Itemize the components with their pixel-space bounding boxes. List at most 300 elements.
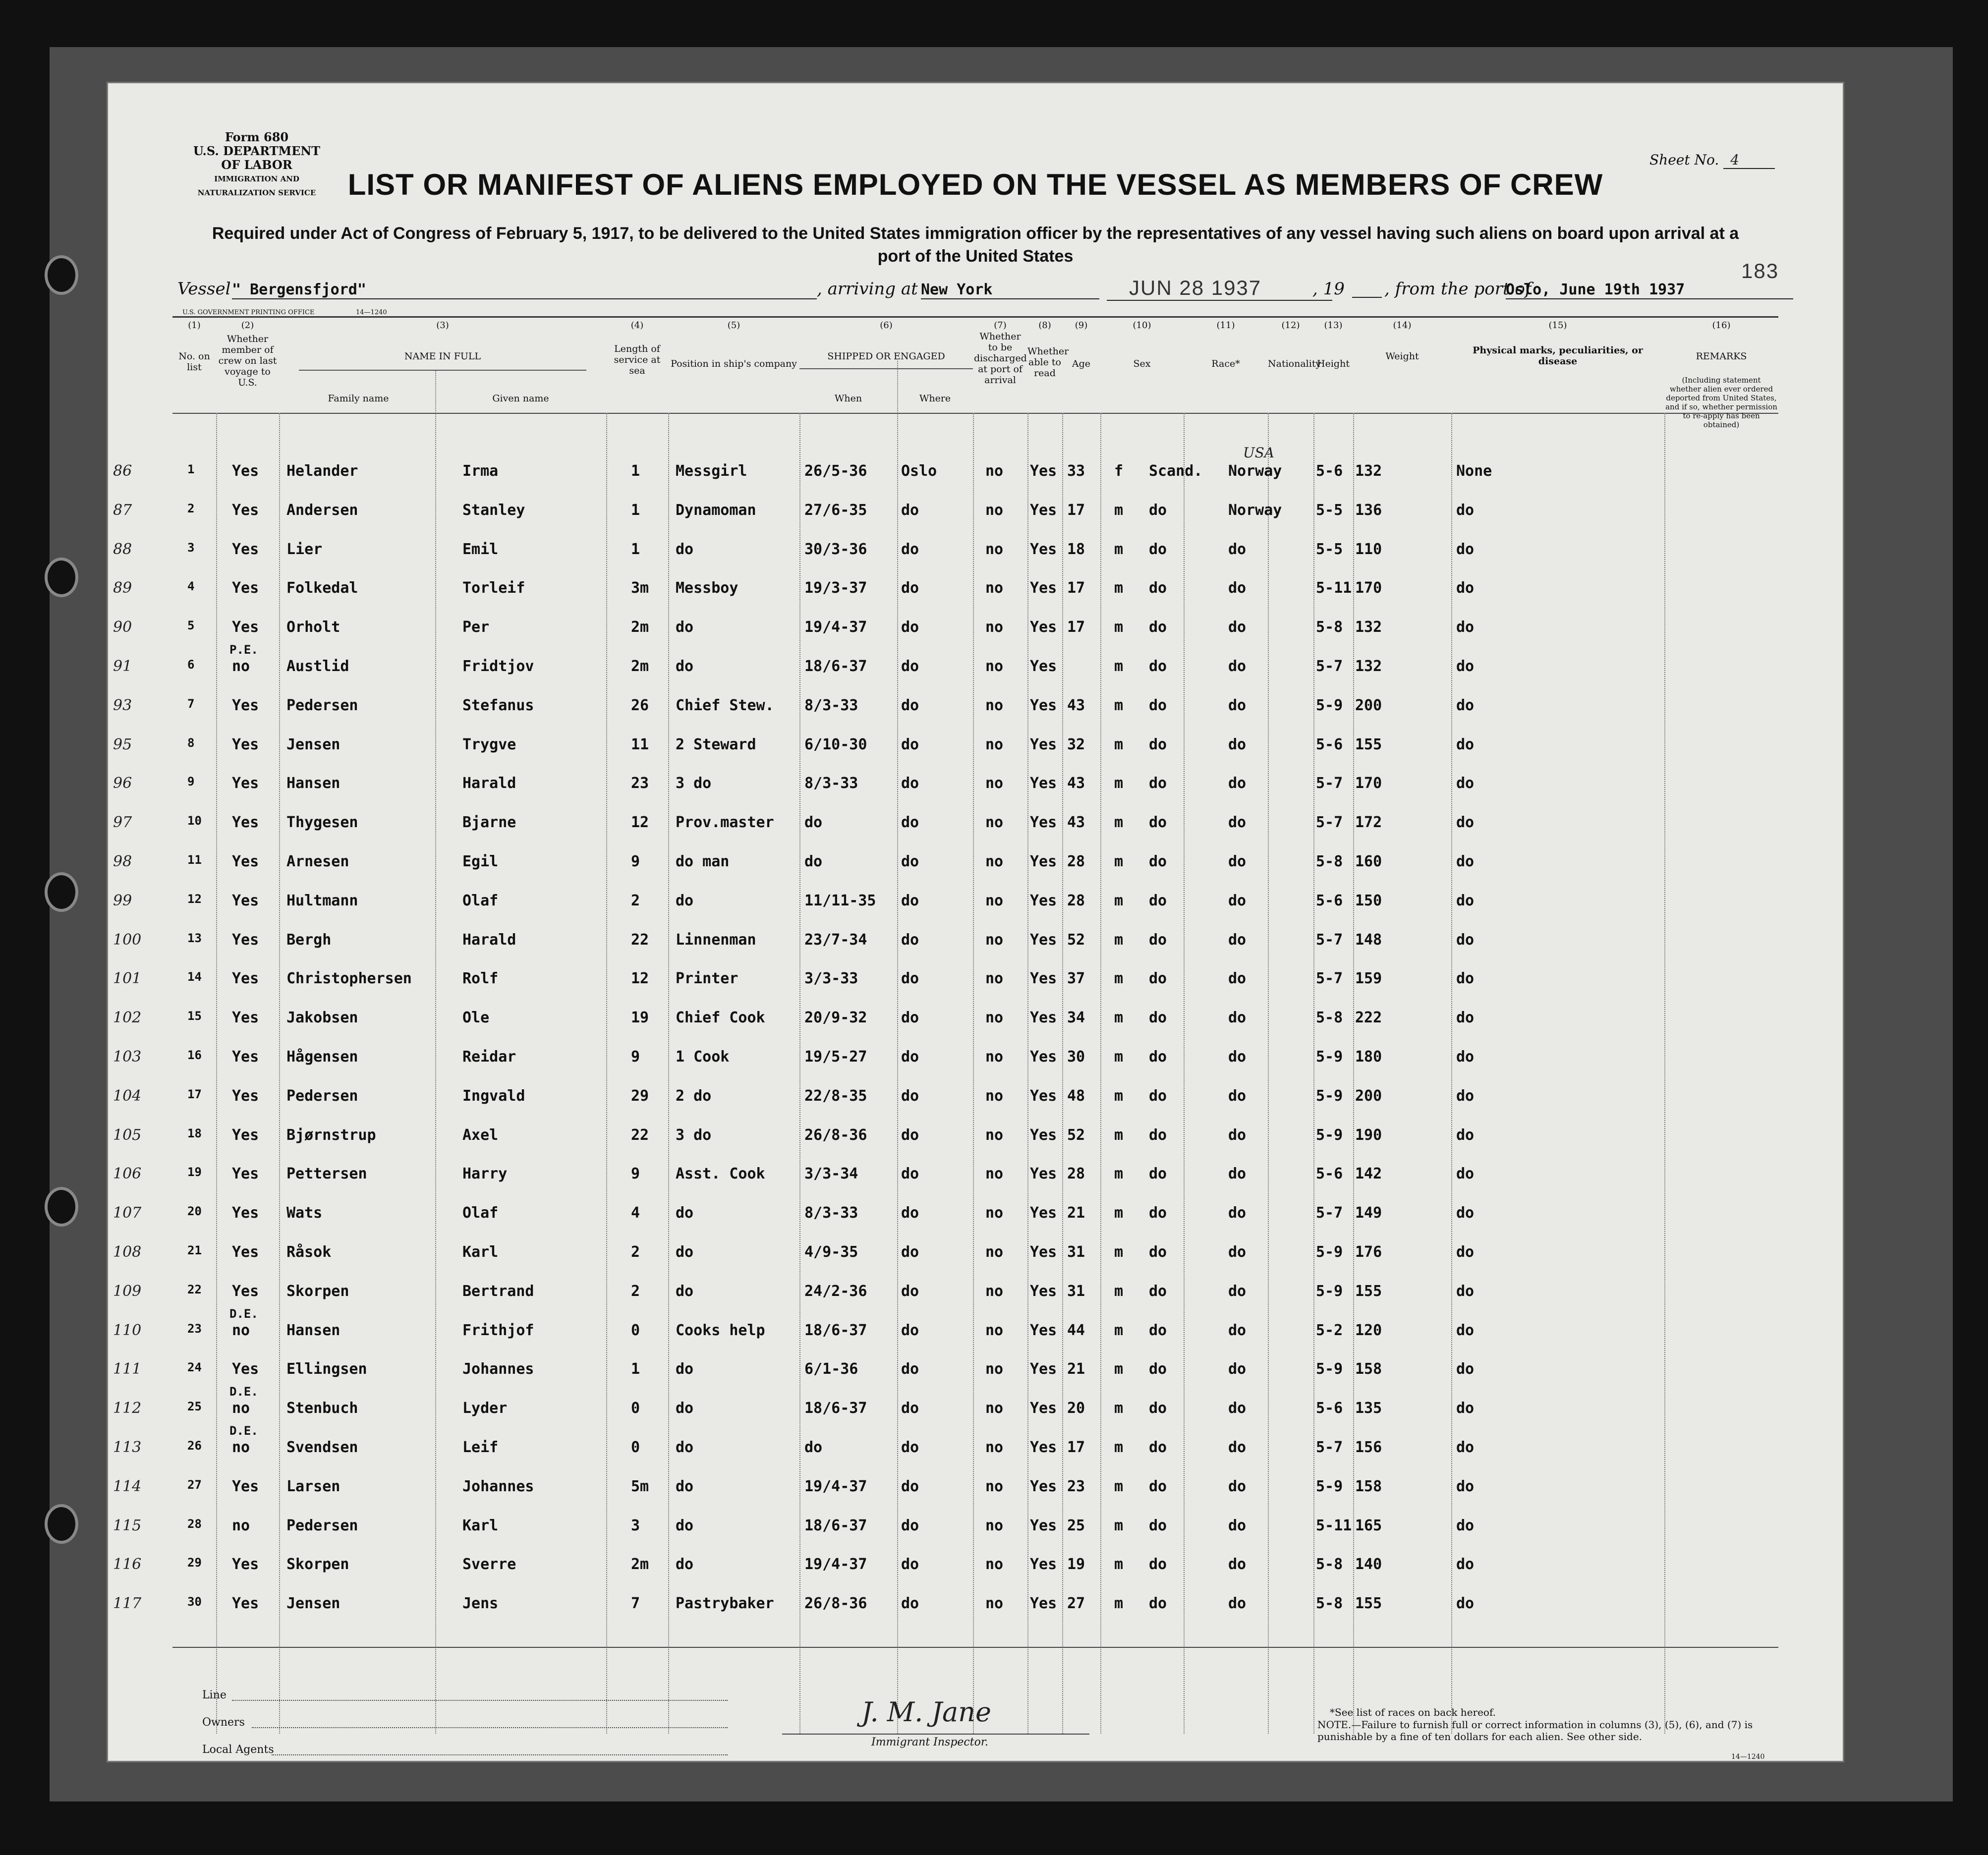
column-header: Whether member of crew on last voyage to U.S. — [218, 334, 277, 388]
shipped-subrule — [799, 368, 973, 369]
cell-sex: m — [1114, 1517, 1124, 1534]
cell-race: do — [1149, 1165, 1167, 1182]
department-name: U.S. DEPARTMENT OF LABOR — [193, 144, 321, 172]
cell-nationality-note: USA — [1243, 445, 1274, 461]
cell-where: do — [901, 541, 919, 558]
cell-height: 5-7 — [1316, 970, 1343, 987]
cell-no: 17 — [187, 1087, 202, 1101]
cell-where: do — [901, 1478, 919, 1495]
cell-discharge: no — [985, 697, 1004, 714]
cell-when: 18/6-37 — [804, 1400, 867, 1417]
cell-service: 4 — [631, 1204, 640, 1222]
cell-weight: 170 — [1355, 775, 1382, 792]
cell-where: do — [901, 1595, 919, 1612]
cell-weight: 160 — [1355, 853, 1382, 870]
cell-last: Yes — [232, 970, 259, 987]
cell-no: 16 — [187, 1048, 202, 1062]
cell-sex: m — [1114, 697, 1124, 714]
cell-discharge: no — [985, 1009, 1004, 1026]
column-number: (4) — [630, 320, 644, 331]
cell-no: 4 — [187, 579, 195, 593]
cell-margin: 114 — [113, 1478, 142, 1495]
cell-weight: 159 — [1355, 970, 1382, 987]
local-agents-label: Local Agents — [202, 1743, 274, 1756]
cell-where: do — [901, 1283, 919, 1300]
cell-last-note: D.E. — [229, 1385, 258, 1399]
col-divider — [1268, 413, 1269, 1734]
cell-race: do — [1149, 1087, 1167, 1105]
cell-marks: do — [1456, 1360, 1475, 1378]
cell-race: do — [1149, 970, 1167, 987]
cell-read: Yes — [1030, 462, 1057, 480]
cell-sex: m — [1114, 1400, 1124, 1417]
cell-given: Irma — [462, 462, 499, 480]
cell-weight: 140 — [1355, 1556, 1382, 1573]
cell-family: Bergh — [286, 931, 332, 949]
cell-read: Yes — [1030, 1517, 1057, 1534]
col-divider — [216, 413, 217, 1734]
cell-where: do — [901, 658, 919, 675]
cell-height: 5-9 — [1316, 1243, 1343, 1261]
cell-race: do — [1149, 1048, 1167, 1066]
cell-sex: m — [1114, 502, 1124, 519]
cell-when: 11/11-35 — [804, 892, 876, 909]
cell-where: do — [901, 931, 919, 949]
cell-discharge: no — [985, 618, 1004, 636]
column-header: Physical marks, peculiarities, or disease — [1473, 345, 1643, 367]
cell-position: 3 do — [676, 775, 712, 792]
cell-nationality: do — [1228, 579, 1247, 597]
cell-where: do — [901, 1556, 919, 1573]
cell-height: 5-7 — [1316, 1439, 1343, 1456]
service-name: IMMIGRATION AND NATURALIZATION SERVICE — [197, 174, 316, 197]
cell-sex: m — [1114, 1439, 1124, 1456]
cell-last-note: D.E. — [229, 1307, 258, 1321]
cell-race: do — [1149, 618, 1167, 636]
column-number: (10) — [1133, 320, 1151, 331]
cell-family: Jensen — [286, 736, 341, 753]
cell-sex: m — [1114, 1322, 1124, 1339]
cell-when: 4/9-35 — [804, 1243, 858, 1261]
cell-service: 0 — [631, 1439, 640, 1456]
cell-race: do — [1149, 579, 1167, 597]
cell-marks: do — [1456, 697, 1475, 714]
cell-service: 12 — [631, 814, 649, 831]
cell-discharge: no — [985, 736, 1004, 753]
cell-when: 24/2-36 — [804, 1283, 867, 1300]
cell-when: 18/6-37 — [804, 658, 867, 675]
cell-position: do — [676, 1283, 694, 1300]
cell-last: Yes — [232, 1243, 259, 1261]
cell-family: Hultmann — [286, 892, 358, 909]
cell-age: 34 — [1067, 1009, 1085, 1026]
owners-label: Owners — [202, 1716, 245, 1729]
cell-height: 5-9 — [1316, 1087, 1343, 1105]
cell-given: Ole — [462, 1009, 490, 1026]
column-number: (16) — [1712, 320, 1731, 331]
cell-no: 1 — [187, 462, 195, 476]
cell-service: 1 — [631, 502, 640, 519]
col-divider — [1664, 413, 1665, 1734]
col-divider — [1062, 413, 1063, 1734]
cell-weight: 158 — [1355, 1360, 1382, 1378]
cell-nationality: do — [1228, 775, 1247, 792]
cell-read: Yes — [1030, 970, 1057, 987]
cell-margin: 105 — [113, 1126, 142, 1144]
cell-service: 3m — [631, 579, 649, 597]
cell-no: 28 — [187, 1517, 202, 1531]
cell-read: Yes — [1030, 1283, 1057, 1300]
cell-nationality: do — [1228, 618, 1247, 636]
cell-age: 27 — [1067, 1595, 1085, 1612]
cell-when: 19/4-37 — [804, 1478, 867, 1495]
cell-discharge: no — [985, 1243, 1004, 1261]
cell-last: Yes — [232, 775, 259, 792]
cell-discharge: no — [985, 462, 1004, 480]
cell-sex: m — [1114, 1126, 1124, 1144]
cell-last: Yes — [232, 931, 259, 949]
cell-age: 21 — [1067, 1360, 1085, 1378]
cell-race: do — [1149, 814, 1167, 831]
cell-where: do — [901, 1204, 919, 1222]
cell-margin: 98 — [113, 853, 132, 870]
cell-no: 21 — [187, 1243, 202, 1257]
cell-race: do — [1149, 1360, 1167, 1378]
cell-marks: do — [1456, 736, 1475, 753]
cell-service: 2m — [631, 1556, 649, 1573]
cell-race: do — [1149, 931, 1167, 949]
cell-given: Emil — [462, 541, 499, 558]
cell-last: Yes — [232, 1360, 259, 1378]
cell-marks: do — [1456, 814, 1475, 831]
cell-nationality: do — [1228, 892, 1247, 909]
col-divider — [1451, 413, 1452, 1734]
cell-family: Stenbuch — [286, 1400, 358, 1417]
col-divider — [973, 413, 974, 1734]
cell-nationality: do — [1228, 1595, 1247, 1612]
cell-weight: 155 — [1355, 1595, 1382, 1612]
cell-age: 43 — [1067, 814, 1085, 831]
cell-height: 5-6 — [1316, 462, 1343, 480]
cell-read: Yes — [1030, 1478, 1057, 1495]
cell-race: do — [1149, 1283, 1167, 1300]
cell-age: 21 — [1067, 1204, 1085, 1222]
cell-family: Ellingsen — [286, 1360, 367, 1378]
cell-height: 5-8 — [1316, 1595, 1343, 1612]
cell-height: 5-7 — [1316, 814, 1343, 831]
cell-sex: m — [1114, 1048, 1124, 1066]
name-subrule — [299, 370, 586, 371]
cell-when: 27/6-35 — [804, 502, 867, 519]
cell-nationality: do — [1228, 1283, 1247, 1300]
column-header: Height — [1317, 358, 1350, 369]
cell-height: 5-6 — [1316, 1165, 1343, 1182]
column-header: NAME IN FULL — [404, 351, 481, 362]
cell-last: Yes — [232, 1087, 259, 1105]
cell-given: Egil — [462, 853, 499, 870]
cell-service: 9 — [631, 853, 640, 870]
cell-read: Yes — [1030, 814, 1057, 831]
column-header: Position in ship's company — [671, 358, 797, 369]
cell-marks: do — [1456, 1439, 1475, 1456]
cell-given: Karl — [462, 1243, 499, 1261]
cell-height: 5-9 — [1316, 1283, 1343, 1300]
column-number: (3) — [436, 320, 449, 331]
cell-last: no — [232, 1517, 250, 1534]
cell-service: 22 — [631, 1126, 649, 1144]
cell-nationality: do — [1228, 1243, 1247, 1261]
cell-margin: 117 — [113, 1595, 142, 1612]
cell-height: 5-9 — [1316, 697, 1343, 714]
owners-blank — [252, 1727, 728, 1728]
cell-nationality: do — [1228, 1126, 1247, 1144]
cell-age: 23 — [1067, 1478, 1085, 1495]
cell-age: 19 — [1067, 1556, 1085, 1573]
cell-margin: 109 — [113, 1283, 142, 1300]
cell-when: 26/8-36 — [804, 1126, 867, 1144]
inspector-label: Immigrant Inspector. — [871, 1736, 988, 1748]
cell-age: 18 — [1067, 541, 1085, 558]
cell-service: 26 — [631, 697, 649, 714]
column-header: Race* — [1211, 358, 1240, 369]
cell-given: Lyder — [462, 1400, 508, 1417]
cell-when: 22/8-35 — [804, 1087, 867, 1105]
footer-form-code: 14—1240 — [1731, 1753, 1765, 1761]
cell-marks: do — [1456, 1595, 1475, 1612]
cell-margin: 95 — [113, 736, 132, 753]
cell-age: 28 — [1067, 1165, 1085, 1182]
cell-weight: 155 — [1355, 736, 1382, 753]
cell-discharge: no — [985, 1204, 1004, 1222]
cell-weight: 200 — [1355, 1087, 1382, 1105]
cell-nationality: Norway — [1228, 502, 1282, 519]
cell-given: Bertrand — [462, 1283, 534, 1300]
cell-height: 5-7 — [1316, 1204, 1343, 1222]
cell-margin: 106 — [113, 1165, 142, 1182]
cell-where: do — [901, 697, 919, 714]
cell-margin: 88 — [113, 541, 132, 558]
cell-service: 2 — [631, 1283, 640, 1300]
cell-when: 19/4-37 — [804, 618, 867, 636]
cell-margin: 86 — [113, 462, 132, 480]
cell-no: 22 — [187, 1283, 202, 1296]
cell-height: 5-8 — [1316, 1556, 1343, 1573]
cell-height: 5-2 — [1316, 1322, 1343, 1339]
cell-where: do — [901, 1517, 919, 1534]
cell-nationality: do — [1228, 970, 1247, 987]
cell-read: Yes — [1030, 1048, 1057, 1066]
cell-given: Trygve — [462, 736, 516, 753]
cell-read: Yes — [1030, 1556, 1057, 1573]
cell-sex: m — [1114, 618, 1124, 636]
cell-nationality: do — [1228, 1204, 1247, 1222]
cell-race: do — [1149, 736, 1167, 753]
cell-weight: 222 — [1355, 1009, 1382, 1026]
cell-last: Yes — [232, 1204, 259, 1222]
cell-discharge: no — [985, 1556, 1004, 1573]
cell-sex: m — [1114, 1087, 1124, 1105]
cell-no: 19 — [187, 1165, 202, 1179]
vessel-label: Vessel — [177, 279, 231, 299]
cell-read: Yes — [1030, 1165, 1057, 1182]
cell-marks: do — [1456, 1322, 1475, 1339]
cell-given: Axel — [462, 1126, 499, 1144]
cell-family: Christophersen — [286, 970, 412, 987]
cell-read: Yes — [1030, 1126, 1057, 1144]
col-divider — [1184, 413, 1185, 1734]
cell-no: 26 — [187, 1439, 202, 1453]
cell-sex: m — [1114, 541, 1124, 558]
cell-margin: 111 — [113, 1360, 142, 1378]
cell-discharge: no — [985, 1360, 1004, 1378]
cell-race: do — [1149, 1009, 1167, 1026]
cell-marks: do — [1456, 579, 1475, 597]
arrival-port: New York — [921, 281, 1099, 299]
cell-position: do — [676, 1243, 694, 1261]
cell-position: do man — [676, 853, 730, 870]
cell-age: 52 — [1067, 1126, 1085, 1144]
cell-nationality: do — [1228, 1322, 1247, 1339]
cell-position: do — [676, 1517, 694, 1534]
cell-sex: m — [1114, 931, 1124, 949]
cell-height: 5-8 — [1316, 618, 1343, 636]
cell-family: Skorpen — [286, 1556, 349, 1573]
cell-nationality: do — [1228, 1439, 1247, 1456]
cell-margin: 99 — [113, 892, 132, 909]
cell-last: Yes — [232, 1126, 259, 1144]
cell-last: Yes — [232, 892, 259, 909]
cell-height: 5-11 — [1316, 1517, 1352, 1534]
cell-race: do — [1149, 1439, 1167, 1456]
signature-rule — [782, 1734, 1089, 1735]
cell-when: do — [804, 853, 823, 870]
column-header: Whether to be discharged at port of arrival — [974, 331, 1027, 386]
cell-read: Yes — [1030, 1595, 1057, 1612]
cell-where: do — [901, 1009, 919, 1026]
cell-when: 6/10-30 — [804, 736, 867, 753]
cell-position: Printer — [676, 970, 738, 987]
cell-height: 5-6 — [1316, 736, 1343, 753]
cell-given: Olaf — [462, 1204, 499, 1222]
cell-where: do — [901, 1126, 919, 1144]
cell-age: 31 — [1067, 1283, 1085, 1300]
cell-position: 2 Steward — [676, 736, 756, 753]
cell-weight: 176 — [1355, 1243, 1382, 1261]
cell-marks: do — [1456, 658, 1475, 675]
cell-no: 6 — [187, 658, 195, 672]
column-header: Nationality — [1268, 358, 1321, 369]
column-number: (15) — [1548, 320, 1567, 331]
cell-no: 10 — [187, 814, 202, 828]
binder-hole — [45, 1504, 78, 1544]
form-code: 14—1240 — [356, 309, 387, 316]
cell-last: Yes — [232, 1009, 259, 1026]
cell-position: Cooks help — [676, 1322, 765, 1339]
column-header: Length of service at sea — [614, 343, 661, 376]
column-header: REMARKS — [1696, 351, 1747, 362]
cell-no: 2 — [187, 502, 195, 515]
column-subheader: Given name — [492, 393, 549, 404]
cell-when: 20/9-32 — [804, 1009, 867, 1026]
cell-given: Jens — [462, 1595, 499, 1612]
column-header: Age — [1072, 358, 1091, 369]
page-title: LIST OR MANIFEST OF ALIENS EMPLOYED ON THE VESSEL AS MEMBERS OF CREW — [347, 168, 1603, 201]
column-header: SHIPPED OR ENGAGED — [827, 351, 945, 362]
cell-marks: do — [1456, 1165, 1475, 1182]
cell-discharge: no — [985, 1048, 1004, 1066]
cell-read: Yes — [1030, 775, 1057, 792]
inspector-signature: J. M. Jane — [861, 1696, 991, 1728]
column-subheader: Where — [919, 393, 951, 404]
column-number: (5) — [727, 320, 740, 331]
cell-service: 0 — [631, 1322, 640, 1339]
cell-service: 22 — [631, 931, 649, 949]
cell-where: do — [901, 618, 919, 636]
cell-margin: 87 — [113, 502, 132, 519]
cell-when: 3/3-34 — [804, 1165, 858, 1182]
cell-nationality: do — [1228, 1360, 1247, 1378]
cell-given: Olaf — [462, 892, 499, 909]
cell-margin: 91 — [113, 658, 132, 675]
column-number: (8) — [1038, 320, 1051, 331]
cell-given: Johannes — [462, 1478, 534, 1495]
col-divider — [606, 413, 607, 1734]
cell-nationality: do — [1228, 736, 1247, 753]
cell-when: do — [804, 1439, 823, 1456]
cell-read: Yes — [1030, 1400, 1057, 1417]
cell-sex: m — [1114, 775, 1124, 792]
cell-where: do — [901, 970, 919, 987]
cell-no: 18 — [187, 1126, 202, 1140]
cell-nationality: do — [1228, 1048, 1247, 1066]
cell-position: 1 Cook — [676, 1048, 730, 1066]
cell-read: Yes — [1030, 1087, 1057, 1105]
cell-read: Yes — [1030, 502, 1057, 519]
cell-race: do — [1149, 1126, 1167, 1144]
table-bottom-rule — [172, 1647, 1778, 1648]
cell-nationality: do — [1228, 1087, 1247, 1105]
cell-family: Svendsen — [286, 1439, 358, 1456]
cell-where: do — [901, 1360, 919, 1378]
cell-family: Wats — [286, 1204, 323, 1222]
cell-age: 20 — [1067, 1400, 1085, 1417]
cell-race: do — [1149, 1595, 1167, 1612]
cell-service: 29 — [631, 1087, 649, 1105]
cell-position: do — [676, 1439, 694, 1456]
cell-age: 48 — [1067, 1087, 1085, 1105]
column-number: (12) — [1281, 320, 1300, 331]
cell-when: 19/4-37 — [804, 1556, 867, 1573]
cell-race: Scand. — [1149, 462, 1203, 480]
cell-family: Pedersen — [286, 1517, 358, 1534]
cell-read: Yes — [1030, 736, 1057, 753]
from-port-label: , from the port of — [1384, 279, 1532, 299]
cell-marks: do — [1456, 1400, 1475, 1417]
cell-family: Pedersen — [286, 697, 358, 714]
cell-height: 5-9 — [1316, 1048, 1343, 1066]
form-number: Form 680 — [225, 130, 289, 144]
cell-where: do — [901, 1165, 919, 1182]
cell-age: 31 — [1067, 1243, 1085, 1261]
cell-marks: do — [1456, 1048, 1475, 1066]
cell-given: Frithjof — [462, 1322, 534, 1339]
cell-service: 0 — [631, 1400, 640, 1417]
cell-sex: m — [1114, 1556, 1124, 1573]
col-divider — [1100, 413, 1101, 1734]
cell-no: 5 — [187, 618, 195, 632]
cell-family: Råsok — [286, 1243, 332, 1261]
cell-weight: 190 — [1355, 1126, 1382, 1144]
